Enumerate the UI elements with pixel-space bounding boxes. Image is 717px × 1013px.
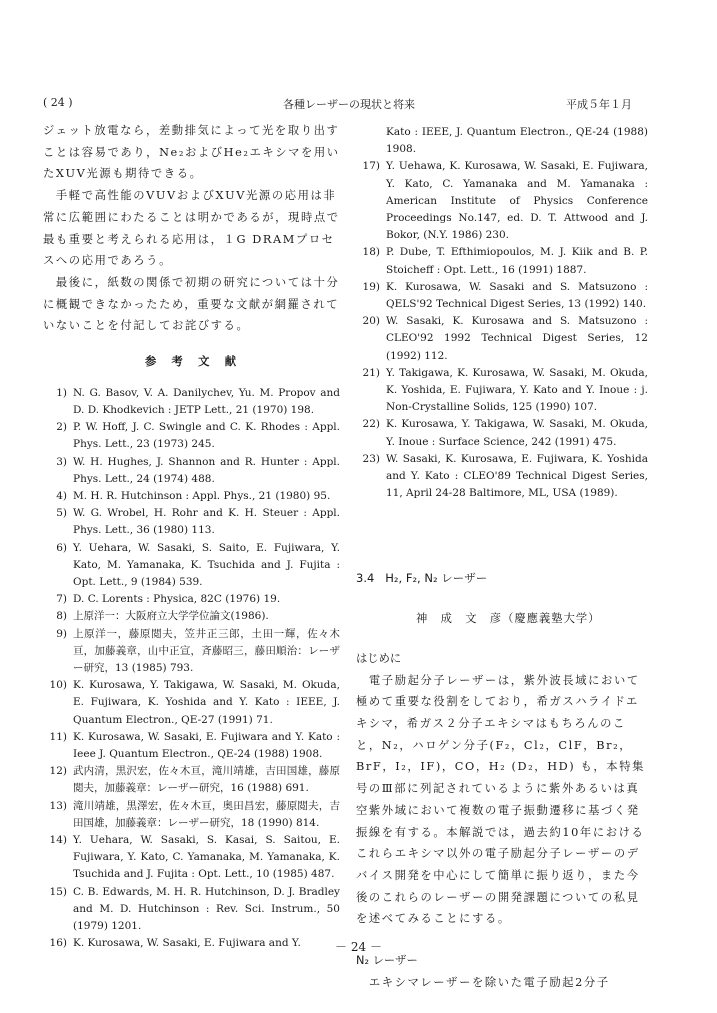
page-label: ( 24 ): [43, 96, 73, 109]
reference-text: Y. Uehara, W. Sasaki, S. Kasai, S. Saitou, E. Fujiwara, Y. Kato, C. Yamanaka, M. Yamanaka, K. Tsuchida and J. Fujita : Opt. Lett., 10 (1985) 487.: [73, 834, 340, 881]
reference-list-left: [43, 385, 340, 953]
reference-item: [43, 591, 340, 608]
reference-number: 6): [56, 541, 67, 554]
reference-number: 7): [56, 593, 67, 606]
reference-text: C. B. Edwards, M. H. R. Hutchinson, D. J. Bradley and M. D. Hutchinson : Rev. Sci. Instrum., 50 (1979) 1201.: [73, 885, 340, 933]
body-paragraph: 手軽で高性能のVUVおよびXUV光源の応用は非常に広範囲にわたることは明かであるが，現時点で最も重要と考えられる応用は，１G DRAMプロセスへの応用であろう。: [43, 189, 340, 268]
reference-number: 11): [49, 730, 67, 743]
reference-text: 滝川靖雄，黒澤宏，佐々木亘，奥田昌宏，藤原閲夫，吉田国雄，加藤義章：レーザー研究，18 (1990) 814.: [73, 799, 340, 829]
body-paragraph: ジェット放電なら，差動排気によって光を取り出すことは容易であり，Ne₂およびHe₂エキシマを用いたXUV光源も期待できる。: [43, 124, 340, 181]
reference-number: 9): [56, 627, 67, 640]
reference-text: W. Sasaki, K. Kurosawa, E. Fujiwara, K. Yoshida and Y. Kato : CLEO'89 Technical Digest Series, 11, April 24-28 Baltimore, ML, USA (1989).: [386, 452, 648, 500]
reference-number: 15): [49, 885, 67, 898]
reference-item: [356, 124, 648, 158]
reference-item: [43, 419, 340, 453]
reference-number: 12): [49, 765, 67, 778]
reference-item: [43, 626, 340, 678]
reference-item: [43, 832, 340, 884]
section-title: H₂, F₂, N₂ レーザー: [385, 571, 488, 586]
reference-number: 19): [362, 280, 380, 293]
reference-item: [356, 365, 648, 417]
reference-text: W. H. Hughes, J. Shannon and R. Hunter : Appl. Phys. Lett., 24 (1974) 488.: [73, 455, 340, 485]
reference-number: 17): [362, 160, 380, 173]
page-number: － 24 －: [335, 940, 382, 954]
reference-item: [43, 729, 340, 763]
reference-number: 4): [56, 489, 67, 502]
reference-text: Y. Takigawa, K. Kurosawa, W. Sasaki, M. Okuda, K. Yoshida, E. Fujiwara, Y. Kato and Y. Inoue : j. Non-Crystalline Solids, 125 (1990) 107.: [386, 366, 648, 414]
reference-text: K. Kurosawa, W. Sasaki, E. Fujiwara and Y. Kato : Ieee J. Quantum Electron., QE-24 (1988) 1908.: [73, 730, 340, 760]
reference-text: K. Kurosawa, W. Sasaki, E. Fujiwara and Y.: [73, 937, 301, 950]
reference-item: [43, 763, 340, 797]
reference-item: [356, 313, 648, 365]
reference-text: K. Kurosawa, W. Sasaki and S. Matsuzono : QELS'92 Technical Digest Series, 13 (1992) 140.: [386, 280, 648, 311]
reference-number: 18): [362, 246, 380, 259]
subsection-heading: N₂ レーザー: [356, 954, 418, 968]
reference-number: 22): [362, 418, 380, 431]
reference-item: [43, 677, 340, 729]
running-title: 各種レーザーの現状と将来: [283, 98, 415, 111]
reference-number: 5): [56, 507, 67, 520]
right-column: [356, 124, 648, 993]
intro-paragraph: 電子励起分子レーザーは，紫外波長域において極めて重要な役割をしており，希ガスハライドエキシマ，希ガス２分子エキシマはもちろんのこと，N₂，ハロゲン分子(F₂，Cl₂，ClF，Br₂，BrF，I₂，IF)，CO，H₂ (D₂，HD) も，本特集号のⅢ部に列記されているように紫外あるいは真空紫外域において複数の電子振動遷移に基づく発振線を有する。本解説では，過去約10年におけるこれらエキシマ以外の電子励起分子レーザーのデバイス開発を中心にして簡単に振り返り，また今後のこれらのレーザーの開発課題についての私見を述べてみることにする。: [356, 673, 645, 926]
reference-text: Y. Uehara, W. Sasaki, S. Saito, E. Fujiwara, Y. Kato, M. Yamanaka, K. Tsuchida and J. Fujita : Opt. Lett., 9 (1984) 539.: [73, 541, 340, 588]
reference-text: N. G. Basov, V. A. Danilychev, Yu. M. Propov and D. D. Khodkevich : JETP Lett., 21 (1970) 198.: [73, 386, 340, 416]
reference-item: [43, 884, 340, 936]
reference-item: [43, 385, 340, 419]
reference-number: 20): [362, 315, 380, 328]
reference-item: [43, 488, 340, 505]
reference-item: [356, 244, 648, 278]
reference-number: 21): [362, 366, 380, 379]
reference-text: W. Sasaki, K. Kurosawa and S. Matsuzono : CLEO'92 1992 Technical Digest Series, 12 (1992) 112.: [386, 315, 648, 362]
reference-item: [43, 454, 340, 488]
subsection-paragraph: エキシマレーザーを除いた電子励起2分子: [356, 975, 610, 989]
reference-text: D. C. Lorents : Physica, 82C (1976) 19.: [73, 593, 281, 606]
reference-number: 8): [56, 610, 67, 623]
reference-text: 武内清，黒沢宏，佐々木亘，滝川靖雄，吉田国雄，藤原閲夫，加藤義章：レーザー研究，16 (1988) 691.: [73, 765, 340, 795]
reference-text: M. H. R. Hutchinson : Appl. Phys., 21 (1980) 95.: [73, 489, 331, 502]
reference-item: [356, 158, 648, 244]
reference-item: [43, 505, 340, 539]
reference-text: P. Dube, T. Efthimiopoulos, M. J. Kiik and B. P. Stoicheff : Opt. Lett., 16 (1991) 1887.: [386, 246, 648, 276]
reference-number: 2): [56, 421, 67, 434]
reference-number: 3): [56, 455, 67, 468]
issue-date: 平成５年１月: [566, 98, 632, 111]
section-heading: [356, 568, 648, 590]
reference-item: [356, 451, 648, 503]
reference-number: 16): [49, 937, 67, 950]
reference-item: [356, 416, 648, 450]
reference-item: [43, 608, 340, 625]
references-heading: 参 考 文 献: [144, 354, 239, 369]
reference-number: 13): [49, 799, 67, 812]
intro-heading: はじめに: [356, 651, 402, 665]
body-paragraph: 最後に，紙数の関係で初期の研究については十分に概観できなかったため，重要な文献が網羅されていないことを付記してお詫びする。: [43, 275, 340, 333]
reference-text: Kato : IEEE, J. Quantum Electron., QE-24 (1988) 1908.: [386, 126, 648, 156]
reference-text: K. Kurosawa, Y. Takigawa, W. Sasaki, M. Okuda, E. Fujiwara, K. Yoshida and Y. Kato : IEEE, J. Quantum Electron., QE-27 (1991) 71.: [73, 679, 340, 726]
reference-text: P. W. Hoff, J. C. Swingle and C. K. Rhodes : Appl. Phys. Lett., 23 (1973) 245.: [73, 421, 340, 451]
section-author: 神 成 文 彦（慶應義塾大学）: [416, 612, 601, 626]
left-column: [43, 120, 340, 952]
reference-list-right: [356, 124, 648, 502]
reference-item: [356, 279, 648, 313]
reference-text: W. G. Wrobel, H. Rohr and K. H. Steuer : Appl. Phys. Lett., 36 (1980) 113.: [73, 507, 340, 537]
reference-text: Y. Uehawa, K. Kurosawa, W. Sasaki, E. Fujiwara, Y. Kato, C. Yamanaka and M. Yamanaka : American Institute of Physics Conference Proceedings No.147, ed. D. T. Attwood and J. Bokor, (N.Y. 1986) 230.: [386, 160, 648, 242]
section-number: 3.4: [356, 571, 375, 586]
reference-number: 14): [49, 834, 67, 847]
reference-number: 1): [56, 386, 67, 399]
reference-item: [43, 798, 340, 832]
reference-number: 10): [49, 679, 67, 692]
reference-number: 23): [362, 452, 380, 465]
reference-text: 上原洋一：大阪府立大学学位論文(1986).: [73, 610, 269, 623]
reference-text: K. Kurosawa, Y. Takigawa, W. Sasaki, M. Okuda, Y. Inoue : Surface Science, 242 (1991) 475.: [386, 418, 648, 448]
reference-text: 上原洋一，藤原閲夫，笠井正三郎，土田一輝，佐々木亘，加藤義章，山中正宣，斉藤昭三，藤田順治：レーザー研究，13 (1985) 793.: [73, 627, 340, 674]
reference-item: [43, 540, 340, 592]
